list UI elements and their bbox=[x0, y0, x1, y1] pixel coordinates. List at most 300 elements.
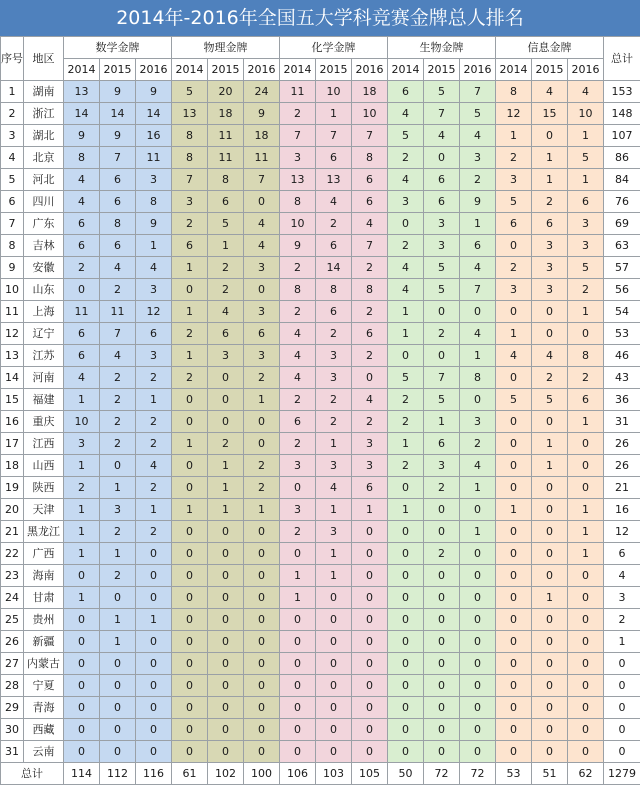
medal-count-cell: 0 bbox=[388, 521, 424, 543]
medal-count-cell: 3 bbox=[244, 257, 280, 279]
medal-count-cell: 0 bbox=[172, 741, 208, 763]
row-index: 5 bbox=[1, 169, 24, 191]
row-index: 27 bbox=[1, 653, 24, 675]
row-total: 3 bbox=[604, 587, 640, 609]
medal-count-cell: 1 bbox=[136, 499, 172, 521]
table-row bbox=[1, 411, 640, 433]
medal-count-cell: 14 bbox=[136, 103, 172, 125]
medal-count-cell: 0 bbox=[496, 653, 532, 675]
medal-count-cell: 0 bbox=[352, 367, 388, 389]
row-total: 0 bbox=[604, 719, 640, 741]
medal-count-cell: 0 bbox=[136, 675, 172, 697]
medal-count-cell: 5 bbox=[424, 81, 460, 103]
row-region: 山东 bbox=[24, 279, 64, 301]
footer-sum-cell: 50 bbox=[388, 763, 424, 785]
medal-count-cell: 14 bbox=[100, 103, 136, 125]
header-subject-informatics: 信息金牌 bbox=[496, 37, 604, 59]
medal-count-cell: 0 bbox=[568, 455, 604, 477]
medal-count-cell: 0 bbox=[532, 125, 568, 147]
medal-count-cell: 3 bbox=[172, 191, 208, 213]
medal-count-cell: 1 bbox=[208, 477, 244, 499]
table-row bbox=[1, 697, 640, 719]
medal-count-cell: 0 bbox=[352, 631, 388, 653]
medal-count-cell: 0 bbox=[64, 741, 100, 763]
medal-count-cell: 0 bbox=[244, 697, 280, 719]
medal-count-cell: 3 bbox=[532, 235, 568, 257]
medal-count-cell: 1 bbox=[64, 389, 100, 411]
row-region: 海南 bbox=[24, 565, 64, 587]
row-index: 20 bbox=[1, 499, 24, 521]
medal-count-cell: 2 bbox=[172, 323, 208, 345]
medal-count-cell: 0 bbox=[496, 433, 532, 455]
medal-count-cell: 0 bbox=[136, 543, 172, 565]
medal-count-cell: 6 bbox=[532, 213, 568, 235]
medal-count-cell: 1 bbox=[316, 103, 352, 125]
table-row bbox=[1, 169, 640, 191]
medal-count-cell: 6 bbox=[316, 235, 352, 257]
medal-count-cell: 1 bbox=[460, 477, 496, 499]
medal-count-cell: 13 bbox=[316, 169, 352, 191]
medal-count-cell: 13 bbox=[172, 103, 208, 125]
row-total: 57 bbox=[604, 257, 640, 279]
medal-count-cell: 0 bbox=[172, 389, 208, 411]
table-row bbox=[1, 235, 640, 257]
medal-count-cell: 0 bbox=[532, 411, 568, 433]
medal-count-cell: 0 bbox=[244, 565, 280, 587]
medal-count-cell: 1 bbox=[316, 543, 352, 565]
medal-count-cell: 2 bbox=[388, 411, 424, 433]
medal-count-cell: 3 bbox=[532, 257, 568, 279]
medal-count-cell: 5 bbox=[496, 191, 532, 213]
medal-count-cell: 2 bbox=[280, 433, 316, 455]
medal-count-cell: 5 bbox=[388, 367, 424, 389]
medal-count-cell: 4 bbox=[100, 257, 136, 279]
medal-count-cell: 4 bbox=[460, 125, 496, 147]
medal-count-cell: 7 bbox=[424, 367, 460, 389]
medal-count-cell: 11 bbox=[244, 147, 280, 169]
medal-count-cell: 1 bbox=[64, 455, 100, 477]
medal-count-cell: 0 bbox=[64, 719, 100, 741]
medal-count-cell: 0 bbox=[568, 565, 604, 587]
medal-count-cell: 1 bbox=[172, 301, 208, 323]
medal-count-cell: 0 bbox=[172, 697, 208, 719]
medal-count-cell: 4 bbox=[496, 345, 532, 367]
medal-count-cell: 0 bbox=[532, 697, 568, 719]
row-index: 26 bbox=[1, 631, 24, 653]
footer-sum-cell: 62 bbox=[568, 763, 604, 785]
row-total: 56 bbox=[604, 279, 640, 301]
row-total: 0 bbox=[604, 653, 640, 675]
medal-count-cell: 2 bbox=[280, 301, 316, 323]
medal-count-cell: 0 bbox=[532, 323, 568, 345]
medal-count-cell: 2 bbox=[352, 257, 388, 279]
medal-count-cell: 0 bbox=[388, 213, 424, 235]
medal-count-cell: 0 bbox=[244, 191, 280, 213]
medal-count-cell: 1 bbox=[532, 455, 568, 477]
medal-count-cell: 1 bbox=[64, 521, 100, 543]
row-index: 2 bbox=[1, 103, 24, 125]
row-index: 9 bbox=[1, 257, 24, 279]
medal-count-cell: 2 bbox=[172, 367, 208, 389]
medal-count-cell: 1 bbox=[568, 411, 604, 433]
medal-count-cell: 7 bbox=[280, 125, 316, 147]
medal-count-cell: 4 bbox=[352, 389, 388, 411]
medal-count-cell: 0 bbox=[424, 741, 460, 763]
medal-count-cell: 8 bbox=[136, 191, 172, 213]
table-row bbox=[1, 477, 640, 499]
header-year: 2014 bbox=[64, 59, 100, 81]
medal-count-cell: 1 bbox=[496, 499, 532, 521]
medal-count-cell: 0 bbox=[532, 631, 568, 653]
medal-count-cell: 0 bbox=[460, 631, 496, 653]
header-row-subjects bbox=[1, 37, 640, 59]
medal-count-cell: 3 bbox=[208, 345, 244, 367]
medal-count-cell: 2 bbox=[388, 147, 424, 169]
medal-count-cell: 0 bbox=[244, 741, 280, 763]
medal-count-cell: 8 bbox=[352, 147, 388, 169]
medal-count-cell: 9 bbox=[100, 125, 136, 147]
medal-count-cell: 2 bbox=[208, 433, 244, 455]
medal-count-cell: 0 bbox=[280, 675, 316, 697]
medal-count-cell: 0 bbox=[280, 719, 316, 741]
medal-count-cell: 0 bbox=[388, 631, 424, 653]
medal-count-cell: 5 bbox=[424, 257, 460, 279]
medal-count-cell: 3 bbox=[496, 279, 532, 301]
medal-count-cell: 6 bbox=[208, 191, 244, 213]
medal-count-cell: 9 bbox=[280, 235, 316, 257]
row-region: 天津 bbox=[24, 499, 64, 521]
table-row bbox=[1, 213, 640, 235]
medal-count-cell: 0 bbox=[496, 675, 532, 697]
medal-count-cell: 0 bbox=[64, 675, 100, 697]
medal-count-cell: 0 bbox=[244, 521, 280, 543]
medal-count-cell: 11 bbox=[208, 147, 244, 169]
medal-count-cell: 1 bbox=[172, 433, 208, 455]
medal-count-cell: 2 bbox=[100, 433, 136, 455]
medal-count-cell: 4 bbox=[460, 323, 496, 345]
medal-count-cell: 0 bbox=[568, 697, 604, 719]
medal-count-cell: 2 bbox=[388, 455, 424, 477]
row-index: 4 bbox=[1, 147, 24, 169]
medal-count-cell: 0 bbox=[64, 697, 100, 719]
medal-count-cell: 1 bbox=[172, 257, 208, 279]
medal-count-cell: 3 bbox=[64, 433, 100, 455]
medal-count-cell: 1 bbox=[136, 609, 172, 631]
footer-sum-cell: 102 bbox=[208, 763, 244, 785]
medal-count-cell: 6 bbox=[496, 213, 532, 235]
medal-count-cell: 0 bbox=[532, 565, 568, 587]
medal-count-cell: 1 bbox=[208, 499, 244, 521]
medal-count-cell: 2 bbox=[172, 213, 208, 235]
header-year: 2015 bbox=[532, 59, 568, 81]
medal-count-cell: 5 bbox=[460, 103, 496, 125]
medal-count-cell: 0 bbox=[352, 521, 388, 543]
footer-row bbox=[1, 763, 640, 785]
medal-count-cell: 4 bbox=[388, 103, 424, 125]
medal-count-cell: 1 bbox=[388, 499, 424, 521]
table-row bbox=[1, 81, 640, 103]
medal-count-cell: 0 bbox=[352, 609, 388, 631]
medal-count-cell: 0 bbox=[532, 543, 568, 565]
medal-count-cell: 3 bbox=[280, 455, 316, 477]
medal-count-cell: 4 bbox=[280, 345, 316, 367]
medal-count-cell: 0 bbox=[64, 609, 100, 631]
medal-count-cell: 2 bbox=[424, 543, 460, 565]
footer-sum-cell: 100 bbox=[244, 763, 280, 785]
medal-count-cell: 8 bbox=[460, 367, 496, 389]
header-subject-physics: 物理金牌 bbox=[172, 37, 280, 59]
medal-count-cell: 6 bbox=[568, 191, 604, 213]
medal-count-cell: 0 bbox=[136, 565, 172, 587]
medal-count-cell: 0 bbox=[280, 697, 316, 719]
medal-count-cell: 0 bbox=[244, 719, 280, 741]
medal-count-cell: 3 bbox=[316, 521, 352, 543]
medal-count-cell: 13 bbox=[280, 169, 316, 191]
medal-count-cell: 0 bbox=[352, 697, 388, 719]
table-row bbox=[1, 741, 640, 763]
medal-count-cell: 0 bbox=[424, 697, 460, 719]
medal-count-cell: 4 bbox=[64, 169, 100, 191]
row-index: 7 bbox=[1, 213, 24, 235]
medal-count-cell: 7 bbox=[352, 235, 388, 257]
footer-sum-cell: 61 bbox=[172, 763, 208, 785]
table-row bbox=[1, 653, 640, 675]
header-year: 2014 bbox=[496, 59, 532, 81]
medal-count-cell: 3 bbox=[424, 213, 460, 235]
medal-count-cell: 0 bbox=[172, 455, 208, 477]
medal-count-cell: 4 bbox=[316, 191, 352, 213]
medal-count-cell: 6 bbox=[352, 169, 388, 191]
medal-count-cell: 0 bbox=[208, 675, 244, 697]
medal-count-cell: 0 bbox=[532, 719, 568, 741]
medal-count-cell: 0 bbox=[208, 741, 244, 763]
medal-count-cell: 4 bbox=[424, 125, 460, 147]
medal-count-cell: 8 bbox=[496, 81, 532, 103]
medal-count-cell: 9 bbox=[136, 81, 172, 103]
medal-count-cell: 0 bbox=[64, 631, 100, 653]
header-year: 2016 bbox=[460, 59, 496, 81]
row-total: 2 bbox=[604, 609, 640, 631]
medal-count-cell: 0 bbox=[388, 609, 424, 631]
medal-count-cell: 0 bbox=[568, 433, 604, 455]
row-total: 31 bbox=[604, 411, 640, 433]
medal-count-cell: 2 bbox=[100, 411, 136, 433]
row-region: 浙江 bbox=[24, 103, 64, 125]
row-region: 江苏 bbox=[24, 345, 64, 367]
medal-count-cell: 10 bbox=[568, 103, 604, 125]
medal-count-cell: 0 bbox=[172, 565, 208, 587]
row-region: 宁夏 bbox=[24, 675, 64, 697]
medal-count-cell: 1 bbox=[136, 235, 172, 257]
table-row bbox=[1, 565, 640, 587]
table-row bbox=[1, 521, 640, 543]
medal-count-cell: 0 bbox=[568, 477, 604, 499]
medal-count-cell: 0 bbox=[316, 719, 352, 741]
medal-count-cell: 0 bbox=[100, 455, 136, 477]
medal-count-cell: 2 bbox=[460, 169, 496, 191]
medal-count-cell: 11 bbox=[100, 301, 136, 323]
medal-count-cell: 0 bbox=[244, 609, 280, 631]
medal-count-cell: 24 bbox=[244, 81, 280, 103]
medal-count-cell: 2 bbox=[100, 521, 136, 543]
footer-sum-cell: 112 bbox=[100, 763, 136, 785]
medal-count-cell: 0 bbox=[64, 565, 100, 587]
medal-count-cell: 0 bbox=[388, 653, 424, 675]
medal-count-cell: 1 bbox=[280, 587, 316, 609]
medal-count-cell: 9 bbox=[100, 81, 136, 103]
medal-count-cell: 14 bbox=[316, 257, 352, 279]
row-region: 福建 bbox=[24, 389, 64, 411]
medal-count-cell: 1 bbox=[388, 323, 424, 345]
medal-count-cell: 12 bbox=[496, 103, 532, 125]
row-total: 0 bbox=[604, 741, 640, 763]
medal-count-cell: 0 bbox=[532, 499, 568, 521]
medal-count-cell: 3 bbox=[352, 455, 388, 477]
medal-count-cell: 13 bbox=[64, 81, 100, 103]
medal-count-cell: 0 bbox=[424, 675, 460, 697]
medal-count-cell: 3 bbox=[352, 433, 388, 455]
row-index: 25 bbox=[1, 609, 24, 631]
medal-count-cell: 3 bbox=[316, 345, 352, 367]
footer-sum-cell: 103 bbox=[316, 763, 352, 785]
row-region: 湖南 bbox=[24, 81, 64, 103]
row-index: 21 bbox=[1, 521, 24, 543]
medal-count-cell: 6 bbox=[316, 147, 352, 169]
row-index: 29 bbox=[1, 697, 24, 719]
medal-count-cell: 0 bbox=[316, 587, 352, 609]
row-region: 广西 bbox=[24, 543, 64, 565]
medal-count-cell: 0 bbox=[208, 697, 244, 719]
medal-count-cell: 3 bbox=[244, 301, 280, 323]
medal-count-cell: 0 bbox=[352, 565, 388, 587]
row-total: 153 bbox=[604, 81, 640, 103]
medal-count-cell: 0 bbox=[172, 543, 208, 565]
medal-count-cell: 9 bbox=[136, 213, 172, 235]
medal-count-cell: 1 bbox=[100, 631, 136, 653]
header-subject-chemistry: 化学金牌 bbox=[280, 37, 388, 59]
medal-count-cell: 6 bbox=[352, 323, 388, 345]
medal-count-cell: 2 bbox=[136, 411, 172, 433]
medal-count-cell: 0 bbox=[460, 587, 496, 609]
row-total: 53 bbox=[604, 323, 640, 345]
medal-count-cell: 1 bbox=[316, 499, 352, 521]
medal-count-cell: 0 bbox=[388, 675, 424, 697]
medal-count-cell: 0 bbox=[496, 367, 532, 389]
medal-count-cell: 0 bbox=[568, 323, 604, 345]
medal-count-cell: 2 bbox=[496, 147, 532, 169]
medal-count-cell: 6 bbox=[64, 235, 100, 257]
medal-count-cell: 0 bbox=[496, 631, 532, 653]
medal-count-cell: 0 bbox=[568, 653, 604, 675]
medal-count-cell: 0 bbox=[208, 653, 244, 675]
medal-count-cell: 4 bbox=[460, 257, 496, 279]
row-index: 13 bbox=[1, 345, 24, 367]
medal-count-cell: 7 bbox=[172, 169, 208, 191]
table-row bbox=[1, 675, 640, 697]
row-index: 18 bbox=[1, 455, 24, 477]
medal-count-cell: 0 bbox=[136, 697, 172, 719]
medal-count-cell: 1 bbox=[244, 499, 280, 521]
medal-count-cell: 1 bbox=[496, 323, 532, 345]
row-region: 广东 bbox=[24, 213, 64, 235]
row-total: 16 bbox=[604, 499, 640, 521]
medal-count-cell: 0 bbox=[388, 719, 424, 741]
medal-count-cell: 0 bbox=[208, 543, 244, 565]
medal-count-cell: 1 bbox=[568, 521, 604, 543]
medal-count-cell: 1 bbox=[460, 521, 496, 543]
medal-count-cell: 0 bbox=[532, 675, 568, 697]
medal-count-cell: 2 bbox=[244, 367, 280, 389]
row-region: 重庆 bbox=[24, 411, 64, 433]
medal-count-cell: 2 bbox=[136, 367, 172, 389]
medal-count-cell: 8 bbox=[64, 147, 100, 169]
medal-count-cell: 11 bbox=[208, 125, 244, 147]
medal-table bbox=[0, 36, 640, 785]
row-index: 12 bbox=[1, 323, 24, 345]
medal-count-cell: 0 bbox=[100, 675, 136, 697]
medal-count-cell: 0 bbox=[568, 675, 604, 697]
row-total: 1 bbox=[604, 631, 640, 653]
table-row bbox=[1, 147, 640, 169]
medal-count-cell: 0 bbox=[136, 587, 172, 609]
medal-count-cell: 7 bbox=[460, 81, 496, 103]
medal-count-cell: 0 bbox=[388, 587, 424, 609]
medal-count-cell: 0 bbox=[244, 411, 280, 433]
medal-count-cell: 2 bbox=[316, 411, 352, 433]
row-total: 63 bbox=[604, 235, 640, 257]
medal-count-cell: 0 bbox=[424, 499, 460, 521]
medal-count-cell: 5 bbox=[424, 279, 460, 301]
medal-count-cell: 0 bbox=[244, 675, 280, 697]
medal-count-cell: 18 bbox=[244, 125, 280, 147]
header-year: 2014 bbox=[172, 59, 208, 81]
medal-count-cell: 4 bbox=[244, 213, 280, 235]
header-row-years bbox=[1, 59, 640, 81]
medal-count-cell: 0 bbox=[532, 741, 568, 763]
medal-count-cell: 0 bbox=[568, 587, 604, 609]
medal-count-cell: 0 bbox=[532, 521, 568, 543]
row-total: 46 bbox=[604, 345, 640, 367]
medal-count-cell: 2 bbox=[280, 257, 316, 279]
header-year: 2014 bbox=[388, 59, 424, 81]
medal-count-cell: 0 bbox=[316, 741, 352, 763]
medal-count-cell: 0 bbox=[460, 565, 496, 587]
medal-count-cell: 2 bbox=[532, 367, 568, 389]
footer-sum-cell: 72 bbox=[424, 763, 460, 785]
table-row bbox=[1, 543, 640, 565]
medal-count-cell: 1 bbox=[388, 433, 424, 455]
medal-count-cell: 3 bbox=[316, 367, 352, 389]
medal-count-cell: 2 bbox=[100, 279, 136, 301]
row-region: 山西 bbox=[24, 455, 64, 477]
medal-count-cell: 1 bbox=[64, 499, 100, 521]
row-index: 6 bbox=[1, 191, 24, 213]
row-region: 吉林 bbox=[24, 235, 64, 257]
medal-count-cell: 1 bbox=[568, 125, 604, 147]
medal-count-cell: 0 bbox=[64, 653, 100, 675]
medal-count-cell: 2 bbox=[136, 477, 172, 499]
medal-count-cell: 0 bbox=[208, 587, 244, 609]
footer-label: 总计 bbox=[1, 763, 64, 785]
medal-count-cell: 0 bbox=[172, 609, 208, 631]
medal-count-cell: 1 bbox=[388, 301, 424, 323]
medal-count-cell: 0 bbox=[460, 675, 496, 697]
header-subject-biology: 生物金牌 bbox=[388, 37, 496, 59]
medal-count-cell: 0 bbox=[460, 653, 496, 675]
medal-count-cell: 15 bbox=[532, 103, 568, 125]
medal-count-cell: 2 bbox=[208, 257, 244, 279]
row-region: 内蒙古 bbox=[24, 653, 64, 675]
